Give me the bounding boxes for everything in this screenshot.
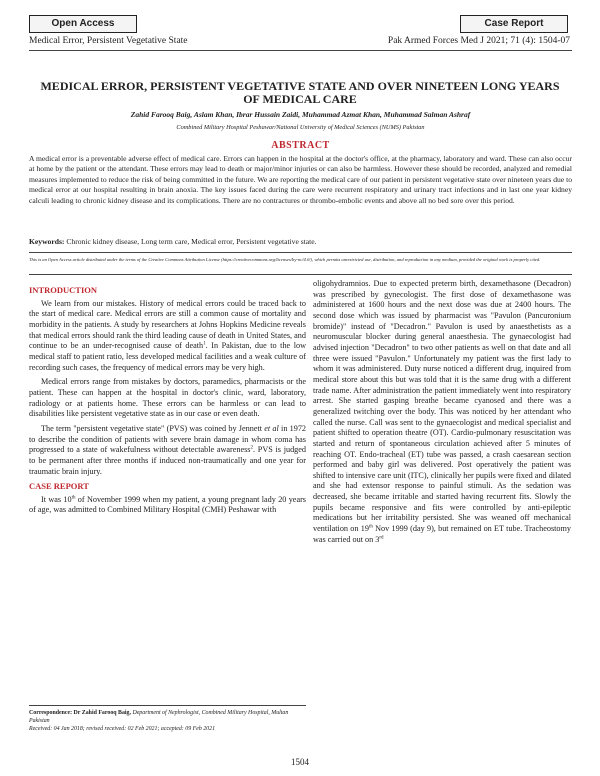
journal-citation: Pak Armed Forces Med J 2021; 71 (4): 1504-07	[387, 36, 570, 46]
license-rule-top	[29, 252, 572, 253]
introduction-heading: INTRODUCTION	[29, 285, 98, 295]
correspondence-note	[29, 705, 306, 733]
left-column	[29, 285, 306, 520]
open-access-badge: Open Access	[29, 15, 137, 33]
case-paragraph-continued: oligohydramnios. Due to expected preterm birth, dexamethasone (Decadron) was prescribed by gynecologist. The first dose of dexamethasone was administered at 1600 hours and the next dose was due at 2400 hours. The second dose which was issued by pharmacist was "Pavulon (Pancuronium bromide)" instead of "Decadron." Pavulon is used by anaesthetists as a neuromuscular blocker during general anaesthesia. The gynaecologist had advised injection "Decadron" to two other patients as well on that date and all three were issued "Pavulon." Unfortunately my patient was the first lady to whom it was administered. Duty nurse noticed a different drug, inquired from medical store about this but was told that it is the same drug with a different trade name. After administration the patient immediately went into respiratory arrest. She started gasping breathe became cyanosed and there was a generalized twitching over the body. This was noticed by her attendant who called the nurse. Call was sent to the gynaecologist and medical specialist and patient shifted to operation theatre (OT). Cardio-pulmonary resuscitation was started and return of spontaneous circulation achieved after 5 minutes of reaching OT. Endo-tracheal (ET) tube was passed, a crash caesarean section performed and baby girl was delivered. Post operatively the patient was shifted to intensive care unit (ITC), clinically her pupils were fixed and dilated and she had extensor response to painful stimuli. As the sedation was decreased, she became irritable and started having recurrent fits. Slowly the pupils became responsive and fits were controlled by anti-epileptic medications but her irritability persisted. She was weaned off mechanical ventilation on 19th Nov 1999 (day 9), but remained on ET tube. Tracheostomy was carried out on 3rd	[313, 279, 571, 544]
author-list: Zahid Farooq Baig, Aslam Khan, Ibrar Hussain Zaidi, Muhammad Azmat Khan, Muhammad Salman Ashraf	[130, 110, 471, 119]
affiliation: Combined Military Hospital Peshawar/National University of Medical Sciences (NUMS) Pakistan	[176, 124, 425, 131]
license-notice: This is an Open Access article distributed under the terms of the Creative Commons Attribution License (https://creativecommons.org/licenses/by-nc/4.0/), which permits unrestricted use, distribution, and reproduction in any medium, provided the original work is properly cited.	[29, 257, 541, 262]
article-title: MEDICAL ERROR, PERSISTENT VEGETATIVE STATE AND OVER NINETEEN LONG YEARS OF MEDICAL CARE	[40, 79, 560, 106]
header-rule	[29, 50, 572, 51]
page-number: 1504	[291, 757, 309, 767]
intro-paragraph-3: The term "persistent vegetative state" (PVS) was coined by Jennett et al in 1972 to describe the condition of patients with severe brain damage in whom coma has progressed to a state of wakefulness without detectable awareness$^2$. PVS is judged to be permanent after three months if induced non-traumatically and one year for traumatic brain injury.	[29, 423, 307, 476]
intro-paragraph-1: We learn from our mistakes. History of medical errors could be traced back to the start of medical care. Medical errors are still a common cause of mortality and morbidity in the patients. A study by researchers at Johns Hopkins Medicine reveals that medical errors should rank the third leading cause of death in United States, and continue to be an under-recognised cause of death$^1$. In Pakistan, due to the low medical staff to patient ratio, less developed medical facilities and a weak culture of recording such cases, the frequency of medical errors may be very high.	[29, 298, 306, 372]
case-report-heading: CASE REPORT	[29, 481, 89, 492]
case-paragraph-1: It was 10th of November 1999 when my patient, a young pregnant lady 20 years of age, was admitted to Combined Military Hospital (CMH) Peshawar with	[29, 494, 306, 515]
intro-paragraph-2: Medical errors range from mistakes by doctors, paramedics, pharmacists or the patient. These can happen at the hospital in doctor's clinic, ward, laboratory, radiology or at patients home. These errors can be harmless or can lead to disabilities like persistent vegetative state as in our case or even death.	[29, 377, 306, 419]
abstract-heading: ABSTRACT	[271, 140, 330, 151]
license-rule-bottom	[29, 274, 572, 275]
article-dates: Received: 04 Jan 2018; revised received: 02 Feb 2021; accepted: 09 Feb 2021	[29, 726, 216, 732]
keywords-list: Chronic kidney disease, Long term care, Medical error, Persistent vegetative state.	[66, 237, 317, 246]
right-column	[313, 279, 571, 549]
correspondence-label: Correspondence: Dr Zahid Farooq Baig,	[29, 710, 131, 716]
article-type-badge: Case Report	[460, 15, 568, 33]
running-title: Medical Error, Persistent Vegetative State	[29, 36, 188, 46]
keywords-label: Keywords:	[29, 237, 65, 246]
keywords	[29, 237, 572, 247]
correspondence-address: Department of Nephrologist, Combined Military Hospital, Multan Pakistan	[29, 710, 289, 724]
citation-ref-2[interactable]: 2	[250, 445, 253, 451]
abstract-text: A medical error is a preventable adverse effect of medical care. Errors can happen in the hospital at the doctor's office, at the pharmacy, laboratory and ward. These can also occur at home by the patient or the attendant. These errors may lead to death or major/minor injuries or can also be harmless. However these should be recorded, analyzed and remedial measures implemented to reduce the risk of being committed in the future. We are reporting the medical care of our patient in persistent vegetative state over nineteen years due to medical error at our hospital resulting in brain anoxia. The key issues faced during the care were recurrent respiratory and urinary tract infections and in last one year kidney calculi leading to chronic kidney disease and its complications. There are no contractures or thrombo-embolic events and above all no bed sore over this period.	[29, 154, 572, 205]
citation-ref-1[interactable]: 1	[203, 341, 206, 347]
